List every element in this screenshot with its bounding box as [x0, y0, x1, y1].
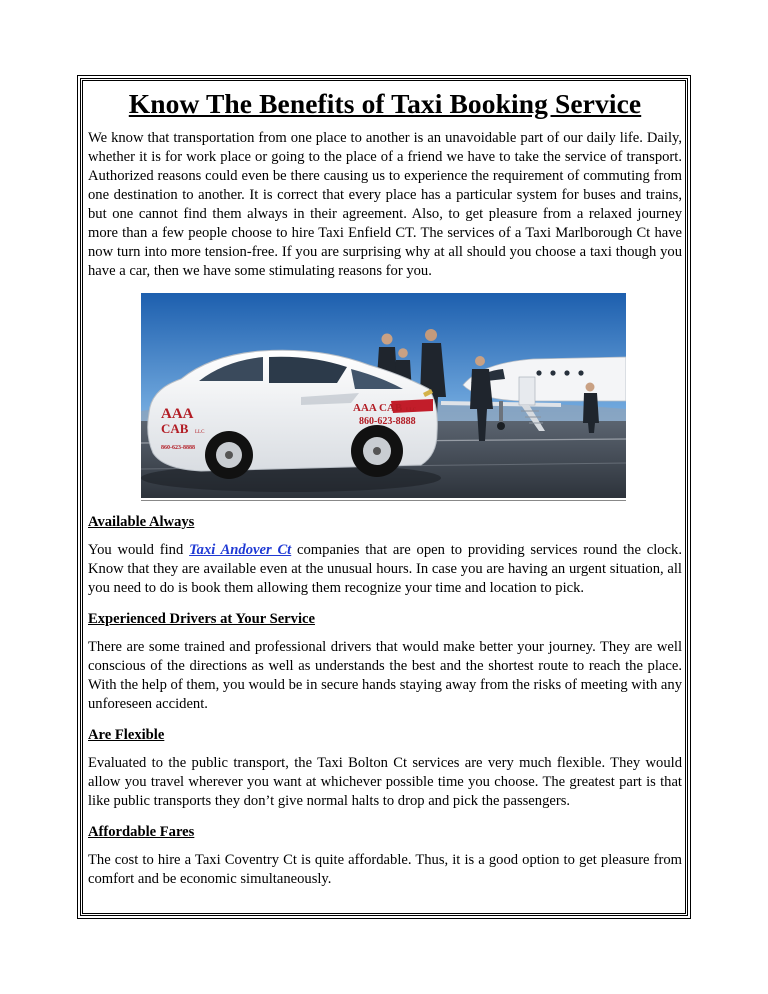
document-title: Know The Benefits of Taxi Booking Service	[128, 88, 642, 119]
available-text-start: You would find	[88, 542, 190, 558]
document-body	[88, 82, 682, 889]
photo-divider	[141, 500, 626, 501]
section-heading-fares: Affordable Fares	[88, 824, 195, 840]
section-heading-available: Available Always	[88, 514, 195, 530]
available-text-end: companies that are open to providing services round the clock. Know that they are available even at the unusual hours. In case you are having an urgent situation, all you need to do is book them allowing them recognize your time and location to pick.	[88, 542, 682, 596]
section-body-fares: The cost to hire a Taxi Coventry Ct is quite affordable. Thus, it is a good option to get pleasure from comfort and be economic simultaneously.	[88, 852, 682, 887]
trunk-phone: 860-623-8888	[359, 416, 416, 427]
trunk-brand: AAA CAB	[353, 402, 403, 414]
taxi-jet-illustration	[141, 293, 626, 498]
taxi-jet-photo	[141, 293, 626, 498]
door-phone: 860-623-8888	[161, 445, 195, 451]
section-heading-drivers: Experienced Drivers at Your Service	[88, 611, 315, 627]
section-body-flexible: Evaluated to the public transport, the Taxi Bolton Ct services are very much flexible. They would allow you travel wherever you want at whichever possible time you choose. The greatest part is that like public transports they don’t give normal halts to drop and pick the passengers.	[88, 755, 682, 809]
door-llc: LLC	[195, 430, 205, 435]
section-heading-flexible: Are Flexible	[88, 727, 165, 743]
intro-paragraph: We know that transportation from one place to another is an unavoidable part of our daily life. Daily, whether it is for work place or going to the place of a friend we have to take the service of transport. Authorized reasons could even be there causing us to experience the requirement of commuting from one destination to another. It is correct that every place has a particular system for buses and trains, but one cannot find them always in their agreement. Also, to get pleasure from a relaxed journey more than a few people choose to hire Taxi Enfield CT. The services of a Taxi Marlborough Ct have now turn into more tension-free. If you are surprising why at all should you choose a taxi though you have a car, then we have some stimulating reasons for you.	[88, 130, 682, 279]
trunk-llc: LLC	[406, 408, 417, 413]
section-body-drivers: There are some trained and professional drivers that would make better your journey. They are well conscious of the directions as well as understands the best and the shortest route to reach the place. With the help of them, you would be in secure hands staying away from the risks of meeting with any unforeseen accident.	[88, 639, 682, 712]
door-brand: AAA	[161, 406, 194, 422]
taxi-andover-link[interactable]: Taxi Andover Ct	[189, 542, 292, 558]
section-body-available	[88, 541, 682, 598]
door-brand-2: CAB	[161, 421, 189, 436]
